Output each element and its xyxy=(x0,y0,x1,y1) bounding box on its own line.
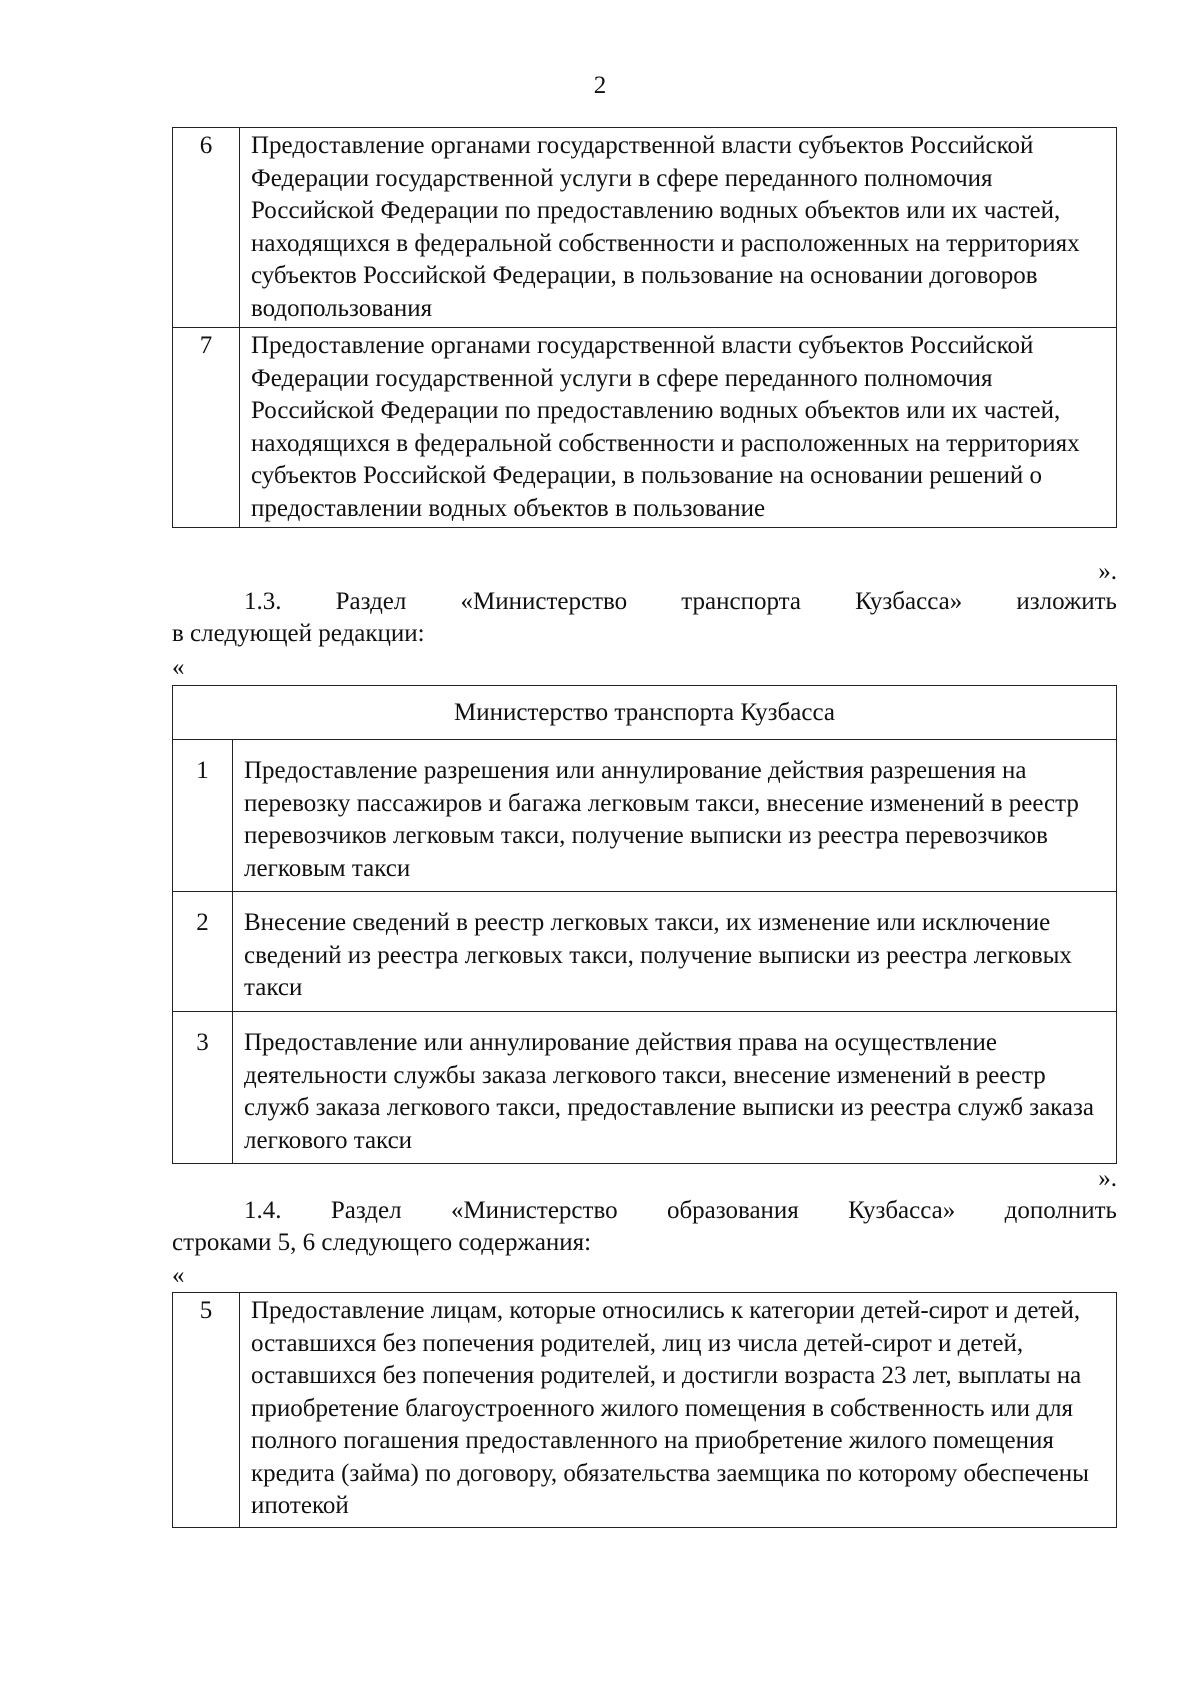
word: изложить xyxy=(1016,588,1117,615)
closing-quote: ». xyxy=(1098,1165,1117,1192)
section-1-3-line-1 xyxy=(172,586,1117,618)
row-text: Предоставление органами государственной власти субъектов Российской Федерации государственной услуги в сфере переданного полномочия Российской Федерации по предоставлению водных объектов или их частей, находящихся в федеральной собственности и расположенных на территориях субъектов Российской Федерации, в пользование на основании решений о предоставлении водных объектов в пользование xyxy=(240,328,1117,528)
row-text: Предоставление разрешения или аннулирование действия разрешения на перевозку пассажиров и багажа легковым такси, внесение изменений в реестр перевозчиков легковым такси, получение выписки из реестра перевозчиков легковым такси xyxy=(233,740,1117,892)
table-row xyxy=(173,1293,1117,1528)
row-number: 1 xyxy=(173,740,233,892)
section-1-3-line-2: в следующей редакции: xyxy=(172,620,425,647)
closing-quote: ». xyxy=(1098,558,1117,585)
table-header: Министерство транспорта Кузбасса xyxy=(173,686,1117,740)
row-number: 6 xyxy=(173,128,240,328)
word: транспорта xyxy=(681,588,801,615)
word: Раздел xyxy=(335,588,407,615)
section-1-4-line-1 xyxy=(172,1195,1117,1227)
row-text: Внесение сведений в реестр легковых такси, их изменение или исключение сведений из реестра легковых такси, получение выписки из реестра легковых такси xyxy=(233,892,1117,1012)
word: Раздел xyxy=(330,1197,402,1224)
table-row xyxy=(173,328,1117,528)
word: Кузбасса» xyxy=(848,1197,956,1224)
table-row xyxy=(173,740,1117,892)
row-number: 5 xyxy=(173,1293,240,1528)
page-number: 2 xyxy=(593,72,607,99)
word: дополнить xyxy=(1004,1197,1117,1224)
word: «Министерство xyxy=(460,588,628,615)
row-number: 7 xyxy=(173,328,240,528)
services-table-education xyxy=(172,1292,1117,1528)
word: Кузбасса» xyxy=(855,588,963,615)
section-1-4-line-2: строками 5, 6 следующего содержания: xyxy=(172,1229,592,1256)
opening-quote: « xyxy=(172,1262,185,1289)
row-text: Предоставление лицам, которые относились к категории детей-сирот и детей, оставшихся без попечения родителей, лиц из числа детей-сирот и детей, оставшихся без попечения родителей, и достигли возраста 23 лет, выплаты на приобретение благоустроенного жилого помещения в собственность или для полного погашения предоставленного на приобретение жилого помещения кредита (займа) по договору, обязательства заемщика по которому обеспечены ипотекой xyxy=(240,1293,1117,1528)
table-header-row xyxy=(173,686,1117,740)
section-number: 1.3. xyxy=(244,588,282,615)
row-text: Предоставление органами государственной власти субъектов Российской Федерации государственной услуги в сфере переданного полномочия Российской Федерации по предоставлению водных объектов или их частей, находящихся в федеральной собственности и расположенных на территориях субъектов Российской Федерации, в пользование на основании договоров водопользования xyxy=(240,128,1117,328)
table-row xyxy=(173,892,1117,1012)
services-table-transport xyxy=(172,685,1117,1164)
word: «Министерство xyxy=(450,1197,618,1224)
services-table-water xyxy=(172,127,1117,528)
table-row xyxy=(173,1012,1117,1164)
row-text: Предоставление или аннулирование действия права на осуществление деятельности службы заказа легкового такси, внесение изменений в реестр служб заказа легкового такси, предоставление выписки из реестра служб заказа легкового такси xyxy=(233,1012,1117,1164)
section-number: 1.4. xyxy=(244,1197,282,1224)
word: образования xyxy=(666,1197,799,1224)
opening-quote: « xyxy=(172,654,185,681)
table-row xyxy=(173,128,1117,328)
row-number: 2 xyxy=(173,892,233,1012)
row-number: 3 xyxy=(173,1012,233,1164)
